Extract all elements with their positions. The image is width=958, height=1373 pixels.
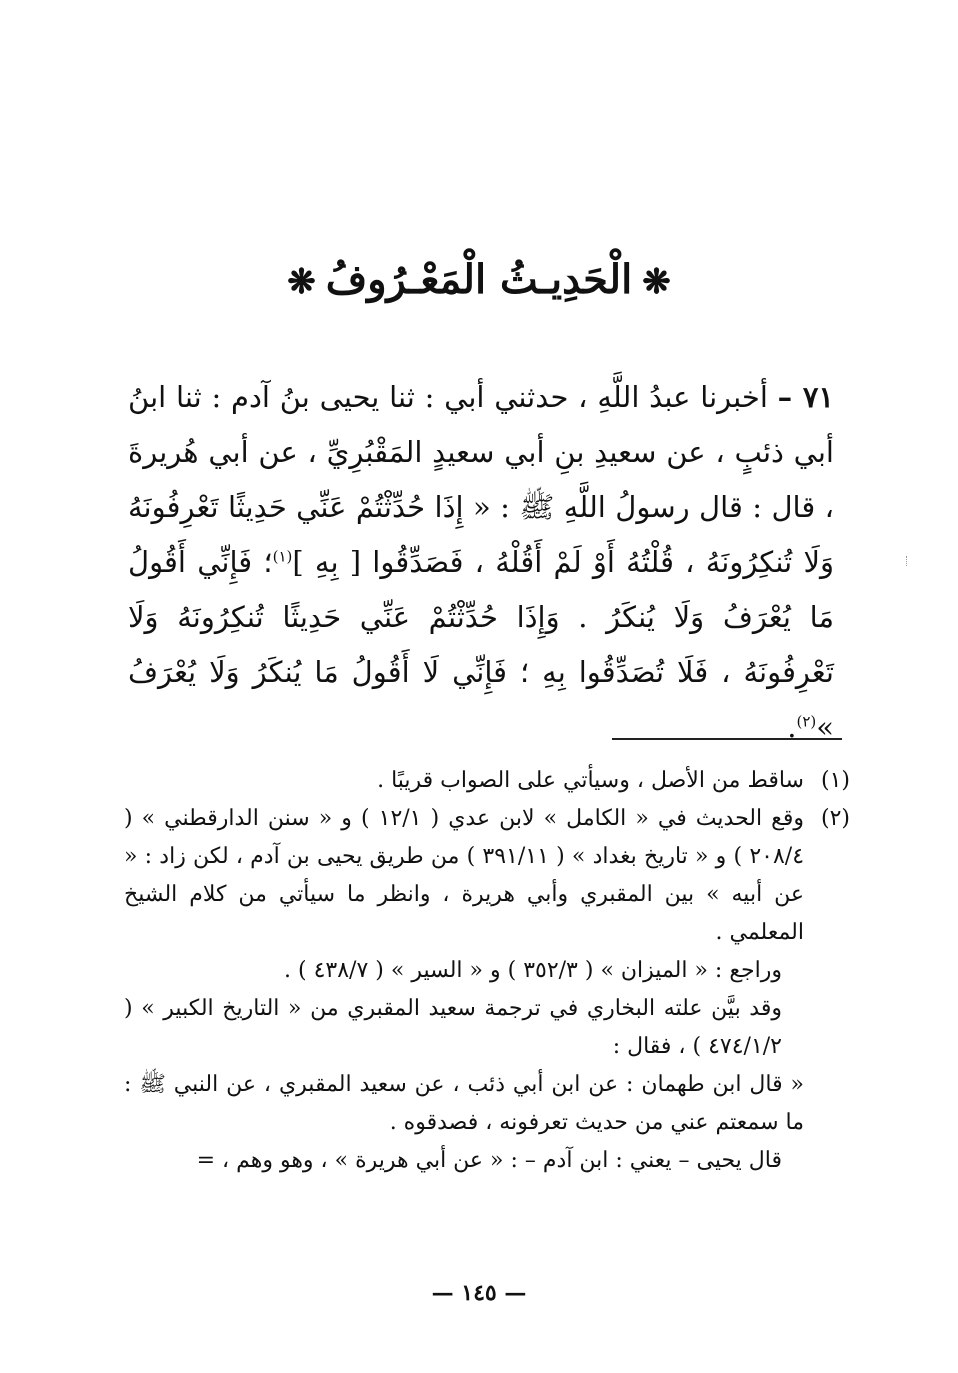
- chapter-heading: [0, 250, 958, 312]
- chapter-title: الْحَدِيـثُ الْمَعْـرُوفُ: [325, 256, 633, 303]
- footnote-paragraph: قال يحيى – يعني : ابن آدم – : « عن أبي هريرة » ، وهو وهم ، =: [196, 1148, 782, 1173]
- footnote-text: ساقط من الأصل ، وسيأتي على الصواب قريبًا .: [377, 768, 804, 793]
- footnote-paragraph: وقد بيَّن علته البخاري في ترجمة سعيد المقبري من « التاريخ الكبير » ( ٤٧٤/١/٢ ) ، فقال :: [124, 996, 782, 1059]
- footnote-quote: « قال ابن طهمان : عن ابن أبي ذئب ، عن سعيد المقبري ، عن النبي ﷺ : ما سمعتم عني من حديث تعرفونه ، فصدقوه .: [124, 1072, 804, 1135]
- footnotes: [124, 762, 850, 1180]
- footnote-ref-2[interactable]: (٢): [796, 712, 817, 731]
- footnote-paragraph: وراجع : « الميزان » ( ٣٥٢/٣ ) و « السير » ( ٤٣٨/٧ ) .: [284, 958, 782, 983]
- star-ornament-icon: ❋: [287, 262, 316, 302]
- footnote-body: [124, 800, 804, 1180]
- footnote-paragraph: وقع الحديث في « الكامل » لابن عدي ( ١٢/١ ) و « سنن الدارقطني » ( ٢٠٨/٤ ) و « تاريخ بغداد » ( ٣٩١/١١ ) من طريق يحيى بن آدم ، لكن زاد : « عن أبيه » بين المقبري وأبي هريرة ، وانظر ما سيأتي من كلام الشيخ المعلمي .: [124, 806, 805, 945]
- hadith-paragraph: [128, 370, 834, 755]
- footnote-ref-1[interactable]: (١): [272, 547, 293, 566]
- hadith-number: ٧١ –: [777, 380, 834, 414]
- footnote-1: [124, 762, 850, 800]
- footnote-2: [124, 800, 850, 1180]
- footnote-label: (١): [820, 768, 850, 793]
- star-ornament-icon: ❋: [642, 262, 671, 302]
- hadith-end-mark: .: [787, 710, 797, 744]
- footnote-separator: [612, 738, 842, 740]
- footnote-body: [124, 762, 804, 800]
- page-number: — ١٤٥ —: [431, 1280, 527, 1306]
- margin-mark: [906, 556, 911, 566]
- hadith-text-part-1: أخبرنا عبدُ اللَّهِ ، حدثني أبي : ثنا يحيى بنُ آدم : ثنا ابنُ أبي ذئبٍ ، عن سعيدِ بنِ أبي سعيدٍ المَقْبُرِيِّ ، عن أبي هُريرةَ ، قال : قال رسولُ اللَّهِ ﷺ : « إِذَا حُدِّثْتُمْ عَنِّي حَدِيثًا تَعْرِفُونَهُ وَلَا تُنكِرُونَهُ ، قُلْتُهُ أَوْ لَمْ أَقُلْهُ ، فَصَدِّقُوا [ بِهِ ]: [128, 380, 834, 579]
- footnote-label: (٢): [820, 806, 850, 831]
- hadith-text-part-2: ؛ فَإِنِّي أَقُولُ مَا يُعْرَفُ وَلَا يُنكَرُ . وَإِذَا حُدِّثْتُمْ عَنِّي حَدِيثًا تُنكِرُونَهُ وَلَا تَعْرِفُونَهُ ، فَلَا تُصَدِّقُوا بِهِ ؛ فَإِنِّي لَا أَقُولُ مَا يُنكَرُ وَلَا يُعْرَفُ »: [128, 545, 834, 744]
